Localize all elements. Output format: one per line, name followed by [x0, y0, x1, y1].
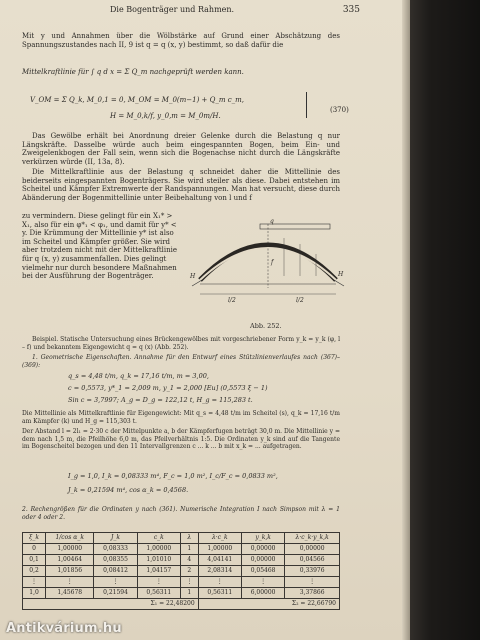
- figure-caption: Abb. 252.: [250, 322, 282, 330]
- table-cell: 1,00000: [198, 544, 241, 555]
- table-cell: 0,56311: [198, 588, 241, 599]
- table-cell: 1: [180, 588, 198, 599]
- table-cell: 2,08314: [198, 566, 241, 577]
- book-spine-shadow: [402, 0, 480, 640]
- table-header: 1/cos α_k: [46, 533, 94, 544]
- value-line-2: c = 0,5573, y*_1 = 2,009 m, y_1 = 2,000 [Eu] (0,5573 ξ − 1): [68, 384, 268, 392]
- table-cell: ⋮: [137, 577, 180, 588]
- figure-label-h-left: H: [190, 273, 196, 280]
- table-cell: 0,05468: [241, 566, 284, 577]
- table-cell: 1,00000: [46, 544, 94, 555]
- table-row: [23, 588, 340, 599]
- table-cell: 0,00000: [241, 544, 284, 555]
- paragraph-abstand: Der Abstand l = 2l₁ = 2·30 c der Mittelpunkte a, b der Kämpferfugen beträgt 30,0 m. Die Mittellinie y = dem nach 1,5 m, die Pfeilhöhe 6,0 m, das Pfeilverhältnis 1:5. Die Ordinaten y_k sind auf die Tangente im Bogenscheitel bezogen und den 11 Intervallgrenzen c ... k ... b mit x_k = ... aufgetragen.: [22, 428, 340, 451]
- formula-370-line1: V_OM = Σ Q_k, M_0,1 = 0, M_OM = M_0(m−1) + Q_m c_m,: [30, 96, 245, 104]
- text-mittelkraftlinie: Mittelkraftlinie für ∫ q d x = Σ Q_m nachgeprüft werden kann.: [22, 68, 244, 76]
- table-header: λ·c_k: [198, 533, 241, 544]
- table-cell: 0,00000: [241, 555, 284, 566]
- table-row: [23, 566, 340, 577]
- formula-brace: [306, 92, 311, 118]
- paragraph-eigengewicht: Die Mittellinie als Mittelkraftlinie für Eigengewicht: Mit q_s = 4,48 t/m im Scheitel (s), q_k = 17,16 t/m am Kämpfer (k) und H_g = 115,303 t.: [22, 410, 340, 425]
- table-cell: 1,01010: [137, 555, 180, 566]
- value-line-3: Sin c = 3,7997; A_g = D_g = 122,12 t, H_g = 115,283 t.: [68, 396, 253, 404]
- table-cell: 2: [180, 566, 198, 577]
- paragraph-mittellinie: Die Mittelkraftlinie aus der Belastung q schneidet daher die Mittellinie des beiderseits eingespannten Bogenträgers. Sie wird steiler als diese. Dabei entstehen im Scheitel und Kämpfer Extremwerte der Randspannungen. Man hat versucht, diese durch Abänderung der Bogenmittellinie unter Beibehaltung von l und f: [22, 168, 340, 202]
- figure-label-f: f: [271, 259, 274, 266]
- table-cell: 1,00464: [46, 555, 94, 566]
- paragraph-narrow: zu vermindern. Diese gelingt für ein X₁* > X₁, also für ein φ*₁ < φ₁, und damit für y* < y. Die Krümmung der Mittellinie y* ist also im Scheitel und Kämpfer größer. Sie wird aber trotzdem nicht mit der Mittelkraftlinie für q (x, y) zusammenfallen. Dies gelingt vielmehr nur durch besondere Maßnahmen bei der Ausführung der Bogenträger.: [22, 212, 177, 281]
- table-header: c_k: [137, 533, 180, 544]
- table-row: [23, 577, 340, 588]
- figure-label-half-span-left: l/2: [228, 297, 236, 304]
- figure-label-half-span-right: l/2: [296, 297, 304, 304]
- param-line-1: I_g = 1,0, I_k = 0,08333 m⁴, F_c = 1,0 m², I_c/F_c = 0,0833 m²,: [68, 472, 278, 480]
- table-header: ξ_k: [23, 533, 46, 544]
- table-cell: 1,00000: [137, 544, 180, 555]
- figure-label-q: q: [270, 218, 274, 225]
- table-cell: 1: [180, 544, 198, 555]
- param-line-2: J_k = 0,21594 m⁴, cos α_k = 0,4568.: [68, 486, 189, 494]
- table-cell: 0,2: [23, 566, 46, 577]
- table-cell: 0,00000: [285, 544, 340, 555]
- paragraph-gewoelbe: Das Gewölbe erhält bei Anordnung dreier Gelenke durch die Belastung q nur Längskräfte. Dasselbe würde auch beim eingespannten Bogen, beim Ein- und Zweigelenkbogen der Fall sein, wenn sich die Bogenachse nicht durch die Längskräfte verkürzen würde (II, 13a, 8).: [22, 132, 340, 166]
- table-cell: 1,04157: [137, 566, 180, 577]
- table-cell: ⋮: [180, 577, 198, 588]
- table-cell: ⋮: [94, 577, 137, 588]
- table-cell: 0,56311: [137, 588, 180, 599]
- table-cell: 6,00000: [241, 588, 284, 599]
- section-2-heading: 2. Rechengrößen für die Ordinaten y nach (361). Numerische Integration I nach Simpson mit λ = 1 oder 4 oder 2.: [22, 506, 340, 521]
- table-cell: 0,21594: [94, 588, 137, 599]
- table-sum-right: Σ₂ = 22,66790: [198, 599, 339, 610]
- table-cell: 0,33976: [285, 566, 340, 577]
- text-intro: Mit y und Annahmen über die Wölbstärke auf Grund einer Abschätzung des Spannungszustandes nach II, 9 ist q = q (x, y) bestimmt, so daß dafür die: [22, 32, 340, 49]
- table-cell: ⋮: [23, 577, 46, 588]
- page-number: 335: [342, 5, 360, 15]
- table-header: J_k: [94, 533, 137, 544]
- table-cell: 0,08412: [94, 566, 137, 577]
- table-cell: ⋮: [241, 577, 284, 588]
- figure-label-h-right: H: [338, 271, 344, 278]
- abutment-left: [192, 280, 202, 286]
- value-line-1: q_s = 4,48 t/m, q_k = 17,16 t/m, m = 3,00,: [68, 372, 209, 380]
- table-cell: 1,01856: [46, 566, 94, 577]
- table-row: [23, 555, 340, 566]
- section-1-heading: 1. Geometrische Eigenschaften. Annahme für den Entwurf eines Stützlinienverlaufes nach (367)–(369):: [22, 354, 340, 369]
- beispiel-paragraph: Beispiel. Statische Untersuchung eines Brückengewölbes mit vorgeschriebener Form y_k = y_k (φ, l – f) und bekanntem Eigengewicht q = q (x) (Abb. 252).: [22, 336, 340, 351]
- equation-number: (370): [330, 106, 349, 114]
- running-header: [110, 5, 360, 15]
- table-cell: ⋮: [285, 577, 340, 588]
- integration-table: [22, 532, 340, 610]
- table-cell: 4,04141: [198, 555, 241, 566]
- table-cell: 0,08333: [94, 544, 137, 555]
- table-cell: 0: [23, 544, 46, 555]
- table-header: λ·c_k·y_k,k: [285, 533, 340, 544]
- table-cell: 0,1: [23, 555, 46, 566]
- header-title: Die Bogenträger und Rahmen.: [110, 5, 235, 14]
- table-header: y_k,k: [241, 533, 284, 544]
- table-cell: 1,45678: [46, 588, 94, 599]
- table-header: λ: [180, 533, 198, 544]
- table-cell: 1,0: [23, 588, 46, 599]
- table-sum-left: Σ₁ = 22,48200: [23, 599, 199, 610]
- table-cell: 4: [180, 555, 198, 566]
- table-cell: ⋮: [46, 577, 94, 588]
- book-page-edges: [402, 0, 410, 640]
- table-cell: ⋮: [198, 577, 241, 588]
- watermark: Antikvárium.hu: [6, 621, 122, 637]
- table-cell: 3,37866: [285, 588, 340, 599]
- table-sum-row: [23, 599, 340, 610]
- abutment-right: [334, 280, 344, 286]
- table-row: [23, 544, 340, 555]
- formula-370-line2: H = M_0,k/f, y_0,m = M_0m/H.: [110, 112, 221, 120]
- table-cell: 0,04566: [285, 555, 340, 566]
- table-header-row: [23, 533, 340, 544]
- arch-figure: [188, 218, 348, 318]
- table-cell: 0,08355: [94, 555, 137, 566]
